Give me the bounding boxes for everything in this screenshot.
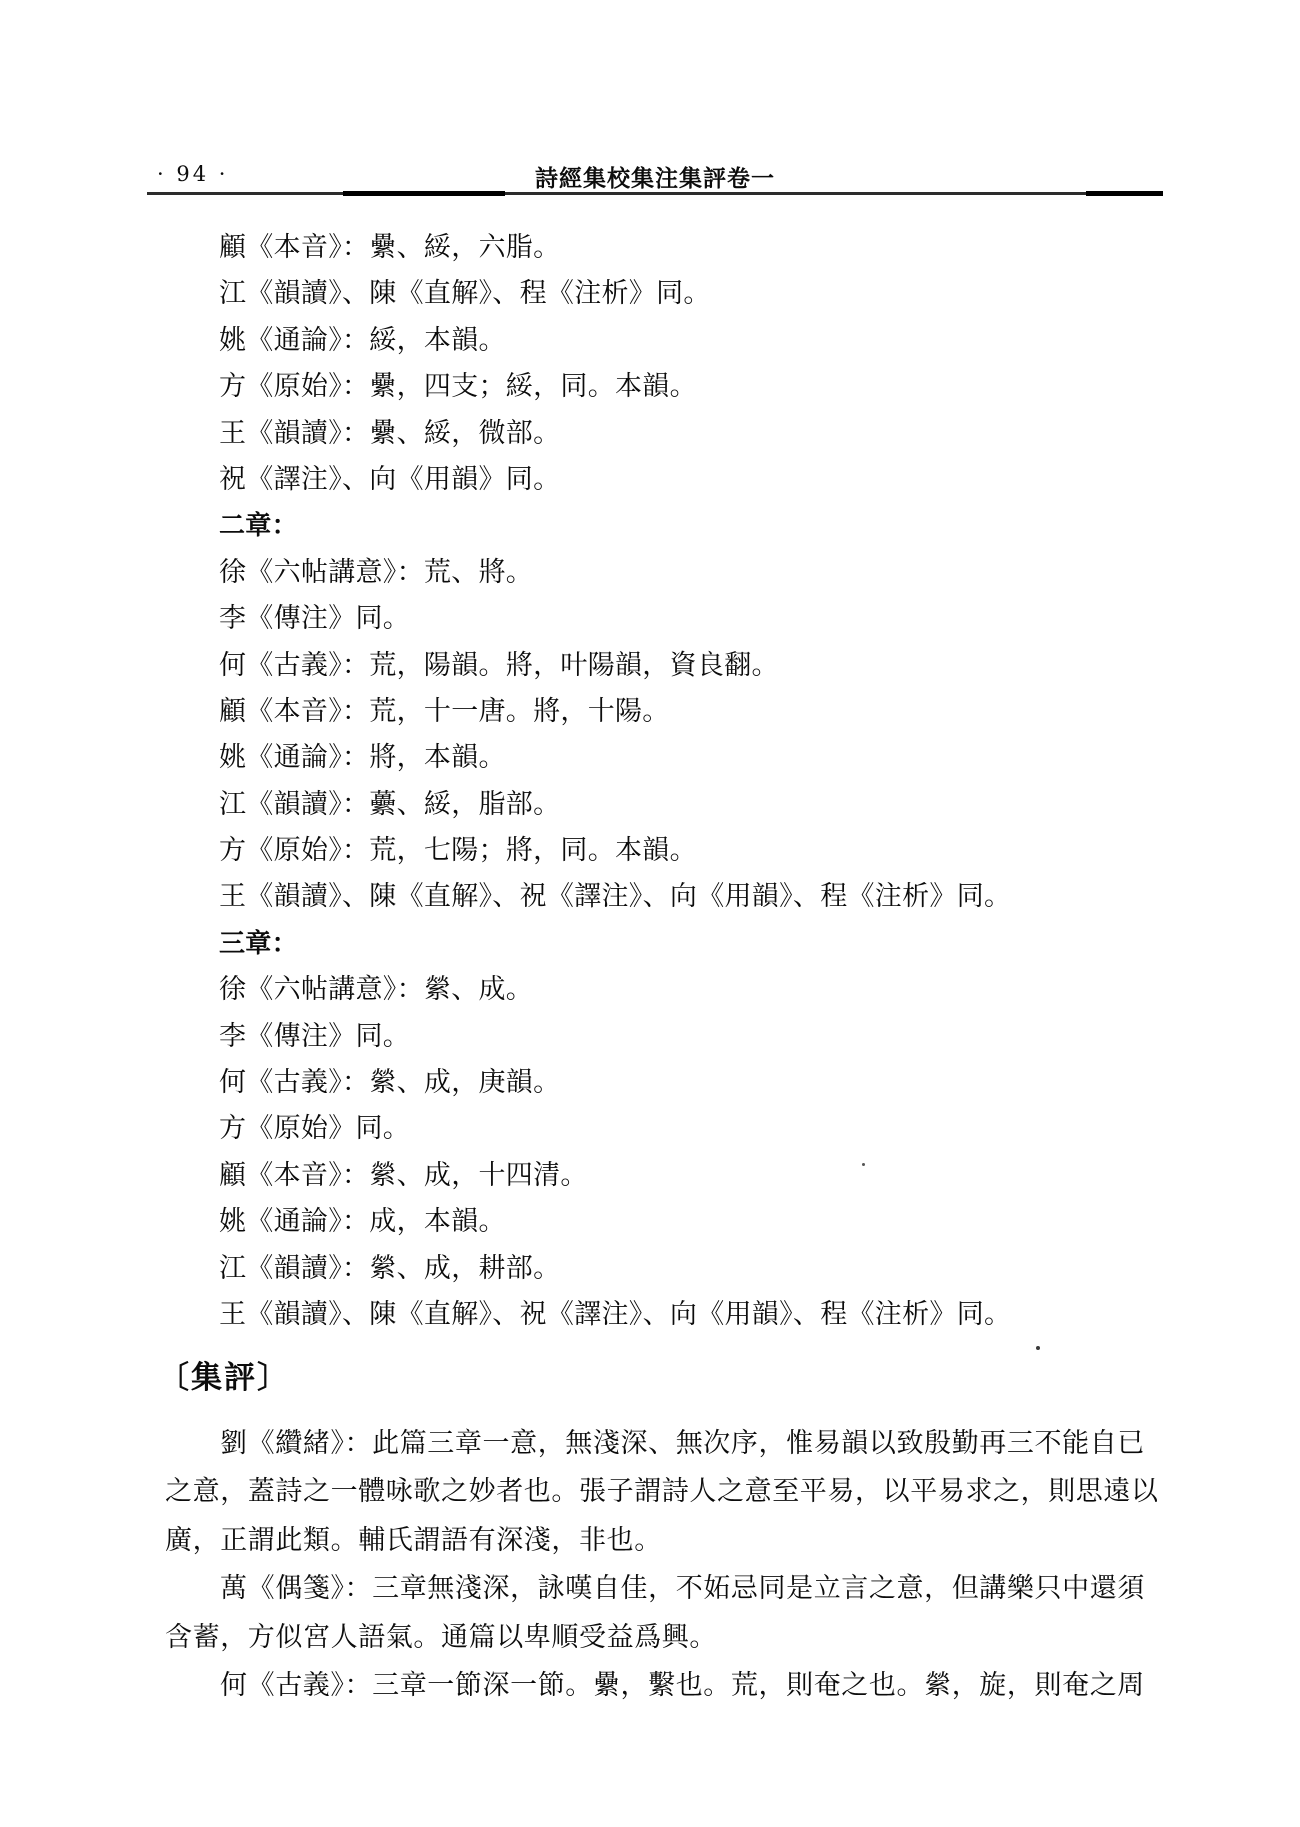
text-line: 顧《本音》：荒，十一唐。將，十陽。	[219, 695, 670, 727]
text-line: 之意，蓋詩之一體咏歌之妙者也。張子謂詩人之意至平易，以平易求之，則思遠以	[165, 1476, 1159, 1508]
text-line: 江《韻讀》、陳《直解》、程《注析》同。	[219, 278, 711, 310]
scan-speck	[862, 1163, 865, 1166]
text-line: 李《傳注》同。	[219, 1020, 411, 1052]
page-number: · 94 ·	[157, 162, 229, 186]
text-line: 方《原始》同。	[219, 1113, 411, 1145]
collected-comments-heading: 〔集評〕	[158, 1360, 290, 1396]
text-line: 方《原始》：荒，七陽；將，同。本韻。	[219, 835, 697, 867]
text-line: 江《韻讀》：縈、成，耕部。	[219, 1252, 561, 1284]
header-rule-thick-segment	[1086, 191, 1163, 196]
text-line: 王《韻讀》：纍、綏，微部。	[219, 417, 561, 449]
chapter-label: 三章：	[219, 928, 298, 959]
scan-speck	[1036, 1346, 1040, 1350]
text-line: 姚《通論》：綏，本韻。	[219, 324, 506, 356]
text-line: 王《韻讀》、陳《直解》、祝《譯注》、向《用韻》、程《注析》同。	[219, 881, 1012, 913]
running-title: 詩經集校集注集評卷一	[535, 165, 775, 192]
header-rule-thick-segment	[343, 191, 505, 196]
text-line: 劉《纘緒》：此篇三章一意，無淺深、無次序，惟易韻以致殷勤再三不能自已	[220, 1428, 1145, 1459]
text-line: 姚《通論》：將，本韻。	[219, 742, 506, 774]
chapter-label: 二章：	[219, 511, 298, 542]
text-line: 何《古義》：三章一節深一節。纍，繫也。荒，則奄之也。縈，旋，則奄之周	[220, 1669, 1145, 1701]
text-line: 含蓄，方似宮人語氣。通篇以卑順受益爲興。	[165, 1621, 717, 1653]
text-line: 方《原始》：纍，四支；綏，同。本韻。	[219, 371, 697, 403]
text-line: 徐《六帖講意》：荒、將。	[219, 556, 534, 588]
text-line: 徐《六帖講意》：縈、成。	[219, 974, 534, 1006]
rhyme-notes-block	[165, 225, 1170, 1338]
text-line: 祝《譯注》、向《用韻》同。	[219, 463, 561, 495]
text-line: 江《韻讀》：虆、綏，脂部。	[219, 788, 561, 820]
text-line: 廣，正謂此類。輔氏謂語有深淺，非也。	[165, 1524, 662, 1556]
text-line: 王《韻讀》、陳《直解》、祝《譯注》、向《用韻》、程《注析》同。	[219, 1298, 1012, 1330]
text-line: 萬《偶箋》：三章無淺深，詠嘆自佳，不妬忌同是立言之意，但講樂只中還須	[220, 1573, 1145, 1605]
collected-comments-block	[165, 1420, 1175, 1710]
text-line: 姚《通論》：成，本韻。	[219, 1206, 506, 1238]
text-line: 何《古義》：縈、成，庚韻。	[219, 1067, 561, 1099]
text-line: 顧《本音》：縈、成，十四清。	[219, 1159, 588, 1191]
text-line: 李《傳注》同。	[219, 603, 411, 635]
header-rule	[147, 192, 1163, 195]
page-header	[147, 158, 1163, 192]
text-line: 何《古義》：荒，陽韻。將，叶陽韻，資良翻。	[219, 649, 779, 681]
text-line: 顧《本音》：纍、綏，六脂。	[219, 232, 561, 263]
